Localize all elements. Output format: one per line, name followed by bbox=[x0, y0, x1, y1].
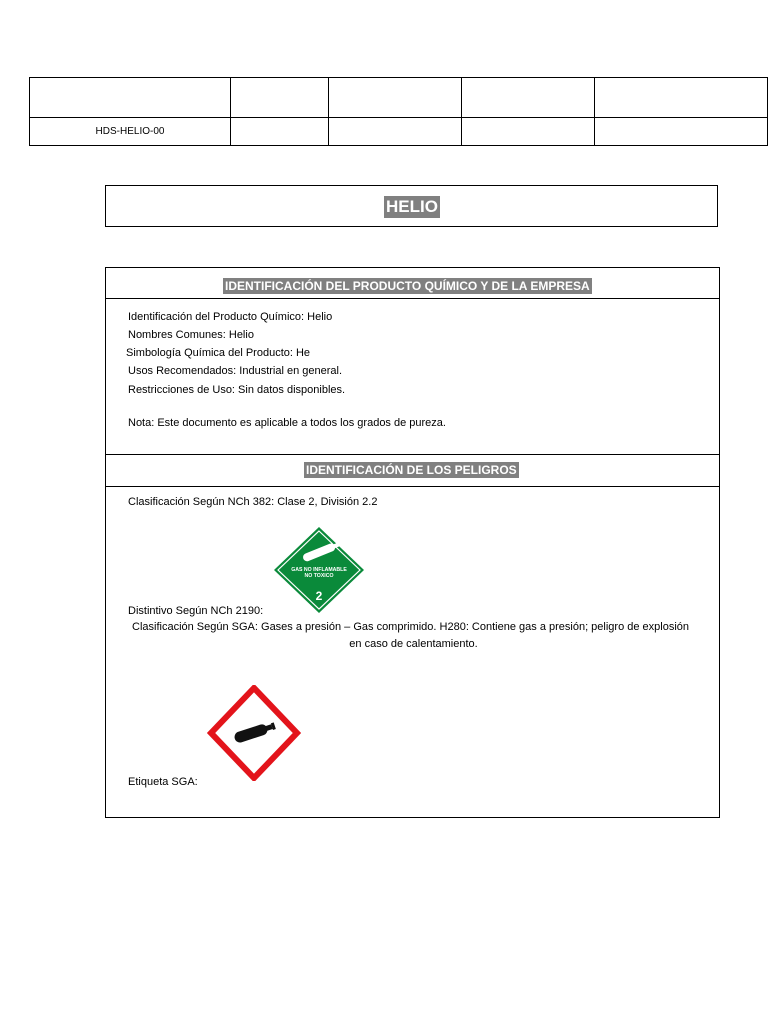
document-code: HDS-HELIO-00 bbox=[30, 118, 231, 146]
info-line: Usos Recomendados: Industrial en general. bbox=[128, 365, 343, 377]
placard-class-number: 2 bbox=[315, 589, 323, 603]
document-header-table bbox=[29, 77, 768, 146]
header-cell bbox=[231, 118, 329, 146]
section-heading-identificacion-producto: IDENTIFICACIÓN DEL PRODUCTO QUÍMICO Y DE LA EMPRESA bbox=[225, 279, 590, 293]
info-line: Identificación del Producto Químico: Helio bbox=[128, 311, 333, 323]
divider bbox=[106, 486, 719, 487]
info-line: Nombres Comunes: Helio bbox=[128, 329, 254, 341]
non-flammable-gas-placard-icon bbox=[272, 526, 366, 614]
placard-text-line2: NO TOXICO bbox=[304, 573, 334, 579]
distintivo-nch2190: Distintivo Según NCh 2190: bbox=[128, 605, 264, 617]
section-heading-identificacion-peligros: IDENTIFICACIÓN DE LOS PELIGROS bbox=[306, 463, 517, 477]
product-title: HELIO bbox=[386, 197, 438, 216]
divider bbox=[106, 454, 719, 455]
info-line: Restricciones de Uso: Sin datos disponibles. bbox=[128, 384, 346, 396]
classification-nch382: Clasificación Según NCh 382: Clase 2, División 2.2 bbox=[128, 496, 378, 508]
header-cell bbox=[329, 78, 462, 118]
header-cell bbox=[595, 118, 768, 146]
divider bbox=[106, 298, 719, 299]
header-cell bbox=[462, 118, 595, 146]
title-box bbox=[105, 185, 718, 227]
header-cell bbox=[595, 78, 768, 118]
etiqueta-sga: Etiqueta SGA: bbox=[128, 776, 198, 788]
header-cell bbox=[30, 78, 231, 118]
safety-sheet-box bbox=[105, 267, 720, 818]
ghs-gas-cylinder-pictogram-icon bbox=[207, 685, 301, 781]
info-line: Simbología Química del Producto: He bbox=[126, 347, 311, 359]
header-cell bbox=[231, 78, 329, 118]
header-cell bbox=[329, 118, 462, 146]
placard-text-line1: GAS NO INFLAMABLE bbox=[291, 567, 347, 573]
sga-classification-line1: Clasificación Según SGA: Gases a presión – Gas comprimido. H280: Contiene gas a presión; peligro de explosión bbox=[132, 621, 690, 633]
sga-classification-line2: en caso de calentamiento. bbox=[349, 638, 478, 650]
header-cell bbox=[462, 78, 595, 118]
note-line: Nota: Este documento es aplicable a todos los grados de pureza. bbox=[128, 417, 446, 429]
